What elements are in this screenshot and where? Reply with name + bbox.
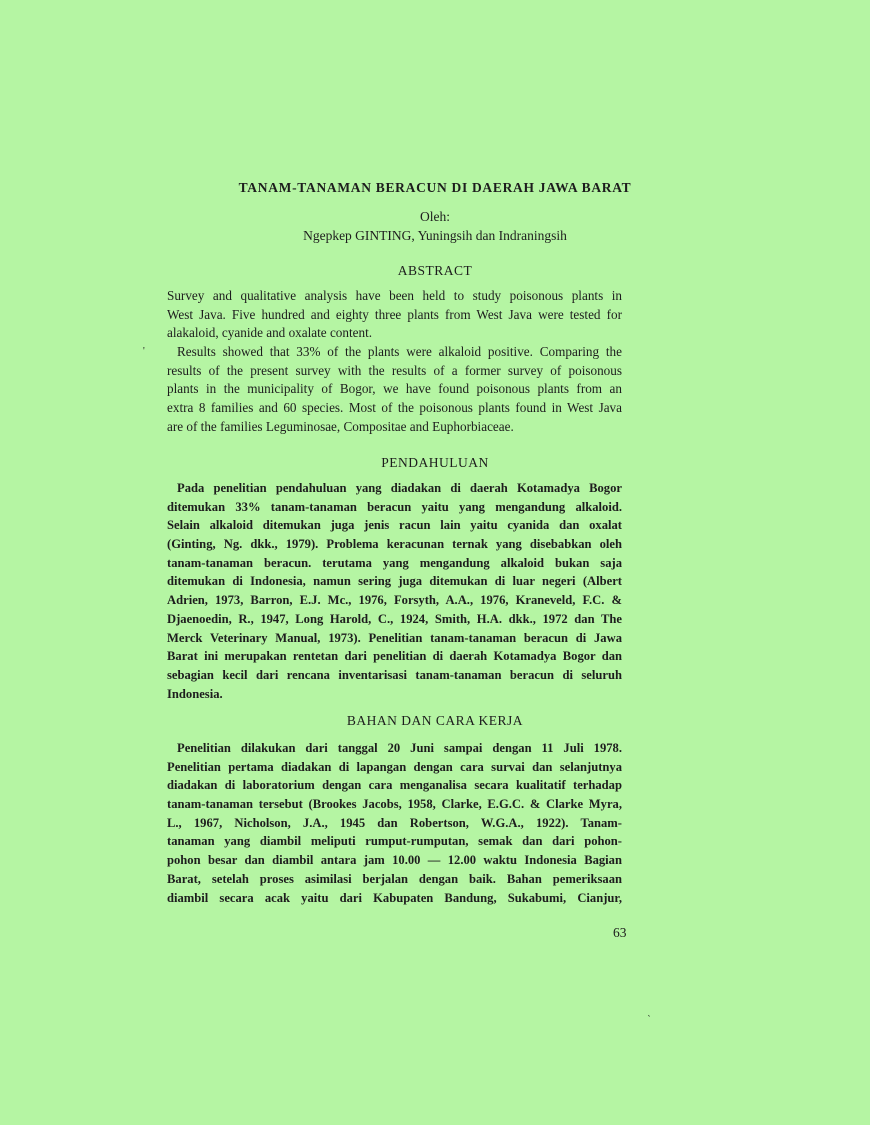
text-line: Merck Veterinary Manual, 1973). Penelitian tanam-tanaman beracun di Jawa [167,630,622,645]
text-line: ditemukan di Indonesia, namun sering juga ditemukan di luar negeri (Albert [167,574,622,589]
byline-label: Oleh: [420,209,450,224]
paper-title: TANAM-TANAMAN BERACUN DI DAERAH JAWA BARAT [238,180,632,195]
abstract-paragraph-1 [167,287,622,343]
text-line: Penelitian pertama diadakan di lapangan dengan cara survai dan selanjutnya [167,759,622,774]
text-line: tanam-tanaman beracun. terutama yang mengandung alkaloid bukan saja [167,555,622,570]
stray-mark: ` [644,1013,652,1026]
pendahuluan-paragraph [167,479,622,703]
text-line: Barat ini merupakan rentetan dari penelitian di daerah Kotamadya Bogor dan [167,649,622,664]
pendahuluan-heading: PENDAHULUAN [381,455,489,470]
text-line: pohon besar dan diambil antara jam 10.00 — 12.00 waktu Indonesia Bagian [167,853,622,868]
stray-mark: ' [143,346,145,357]
text-line: Djaenoedin, R., 1947, Long Harold, C., 1924, Smith, H.A. dkk., 1972 dan The [167,611,622,626]
text-line: alakaloid, cyanide and oxalate content. [167,325,373,341]
abstract-heading: ABSTRACT [397,263,473,278]
text-line: results of the present survey with the results of a former survey of poisonous [167,362,622,378]
text-line: Pada penelitian pendahuluan yang diadakan di daerah Kotamadya Bogor [177,481,622,495]
bahan-paragraph [167,739,622,907]
page-number: 63 [613,925,627,940]
text-line: Survey and qualitative analysis have been held to study poisonous plants in [167,288,622,303]
text-line: Penelitian dilakukan dari tanggal 20 Juni sampai dengan 11 Juli 1978. [177,741,622,755]
text-line: West Java. Five hundred and eighty three plants from West Java were tested for [167,306,622,322]
text-line: diambil secara acak yaitu dari Kabupaten Bandung, Sukabumi, Cianjur, [167,890,622,905]
text-line: L., 1967, Nicholson, J.A., 1945 dan Robertson, W.G.A., 1922). Tanam- [167,815,622,830]
text-line: Adrien, 1973, Barron, E.J. Mc., 1976, Forsyth, A.A., 1976, Kraneveld, F.C. & [167,593,622,608]
text-line: Barat, setelah proses asimilasi berjalan dengan baik. Bahan pemeriksaan [167,871,622,886]
text-line: plants in the municipality of Bogor, we have found poisonous plants from an [167,381,622,397]
text-line: Selain alkaloid ditemukan juga jenis racun lain yaitu cyanida dan oxalat [167,518,622,533]
text-line: are of the families Leguminosae, Compositae and Euphorbiaceae. [167,418,514,434]
text-line: tanam-tanaman tersebut (Brookes Jacobs, 1958, Clarke, E.G.C. & Clarke Myra, [167,797,622,812]
abstract-paragraph-2 [167,343,622,436]
authors: Ngepkep GINTING, Yuningsih dan Indraningsih [303,228,567,243]
bahan-heading: BAHAN DAN CARA KERJA [346,713,524,728]
text-line: extra 8 families and 60 species. Most of the poisonous plants found in West Java [167,400,622,416]
text-line: (Ginting, Ng. dkk., 1979). Problema keracunan ternak yang disebabkan oleh [167,537,622,552]
text-line: tanaman yang diambil meliputi rumput-rumputan, semak dan dari pohon- [167,834,622,849]
text-line: sebagian kecil dari rencana inventarisasi tanam-tanaman beracun di seluruh [167,667,622,682]
text-line: diadakan di laboratorium dengan cara menganalisa secara kualitatif terhadap [167,778,622,793]
text-line: Results showed that 33% of the plants were alkaloid positive. Comparing the [177,344,622,359]
text-line: Indonesia. [167,686,223,701]
text-line: ditemukan 33% tanam-tanaman beracun yaitu yang mengandung alkaloid. [167,499,622,514]
